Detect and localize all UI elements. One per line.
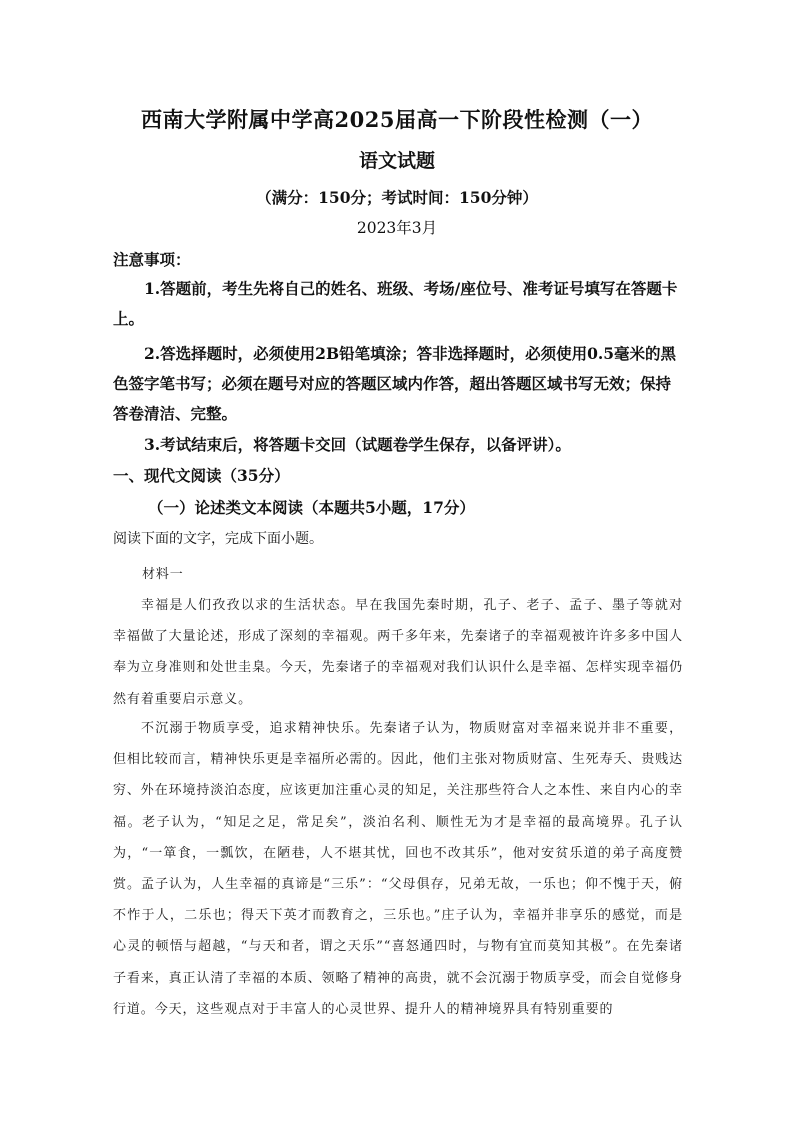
body-paragraph: 不沉溺于物质享受，追求精神快乐。先秦诸子认为，物质财富对幸福来说并非不重要，但相比较而言，精神快乐更是幸福所必需的。因此，他们主张对物质财富、生死寿夭、贵贱达穷、外在环境持淡泊态度，应该更加注重心灵的知足，关注那些符合人之本性、来自内心的幸福。老子认为，“知足之足，常足矣”，淡泊名利、顺性无为才是幸福的最高境界。孔子认为，“一箪食，一瓢饮，在陋巷，人不堪其忧，回也不改其乐”，他对安贫乐道的弟子高度赞赏。孟子认为，人生幸福的真谛是“三乐”：“父母俱存，兄弟无故，一乐也；仰不愧于天，俯不怍于人，二乐也；得天下英才而教育之，三乐也。”庄子认为，幸福并非享乐的感觉，而是心灵的顿悟与超越，“与天和者，谓之天乐”“喜怒通四时，与物有宜而莫知其极”。在先秦诸子看来，真正认清了幸福的本质、领略了精神的高贵，就不会沉溺于物质享受，而会自觉修身行道。今天，这些观点对于丰富人的心灵世界、提升人的精神境界具有特别重要的 — [113, 721, 683, 1017]
material-label: 材料一 — [142, 567, 184, 582]
section-title: 一、现代文阅读（35分） — [113, 466, 290, 485]
exam-meta: （满分：150分；考试时间：150分钟） — [256, 188, 538, 207]
exam-subject: 语文试题 — [358, 150, 435, 172]
subsection-title: （一）论述类文本阅读（本题共5小题，17分） — [148, 498, 475, 517]
body-paragraph: 幸福是人们孜孜以求的生活状态。早在我国先秦时期，孔子、老子、孟子、墨子等就对幸福做了大量论述，形成了深刻的幸福观。两千多年来，先秦诸子的幸福观被许许多多中国人奉为立身准则和处世圭臬。今天，先秦诸子的幸福观对我们认识什么是幸福、怎样实现幸福仍然有着重要启示意义。 — [113, 598, 683, 707]
notice-item: 3.考试结束后，将答题卡交回（试题卷学生保存，以备评讲）。 — [144, 435, 571, 454]
instruction: 阅读下面的文字，完成下面小题。 — [113, 531, 323, 547]
notice-heading: 注意事项： — [113, 250, 191, 269]
notice-item: 1.答题前，考生先将自己的姓名、班级、考场/座位号、准考证号填写在答题卡上。 — [113, 279, 678, 328]
notice-item: 2.答选择题时，必须使用2B铅笔填涂；答非选择题时，必须使用0.5毫米的黑色签字笔书写；必须在题号对应的答题区域内作答，超出答题区域书写无效；保持答卷清洁、完整。 — [113, 344, 677, 423]
page-title: 西南大学附属中学高2025届高一下阶段性检测（一） — [141, 107, 653, 132]
exam-date: 2023年3月 — [356, 219, 438, 237]
